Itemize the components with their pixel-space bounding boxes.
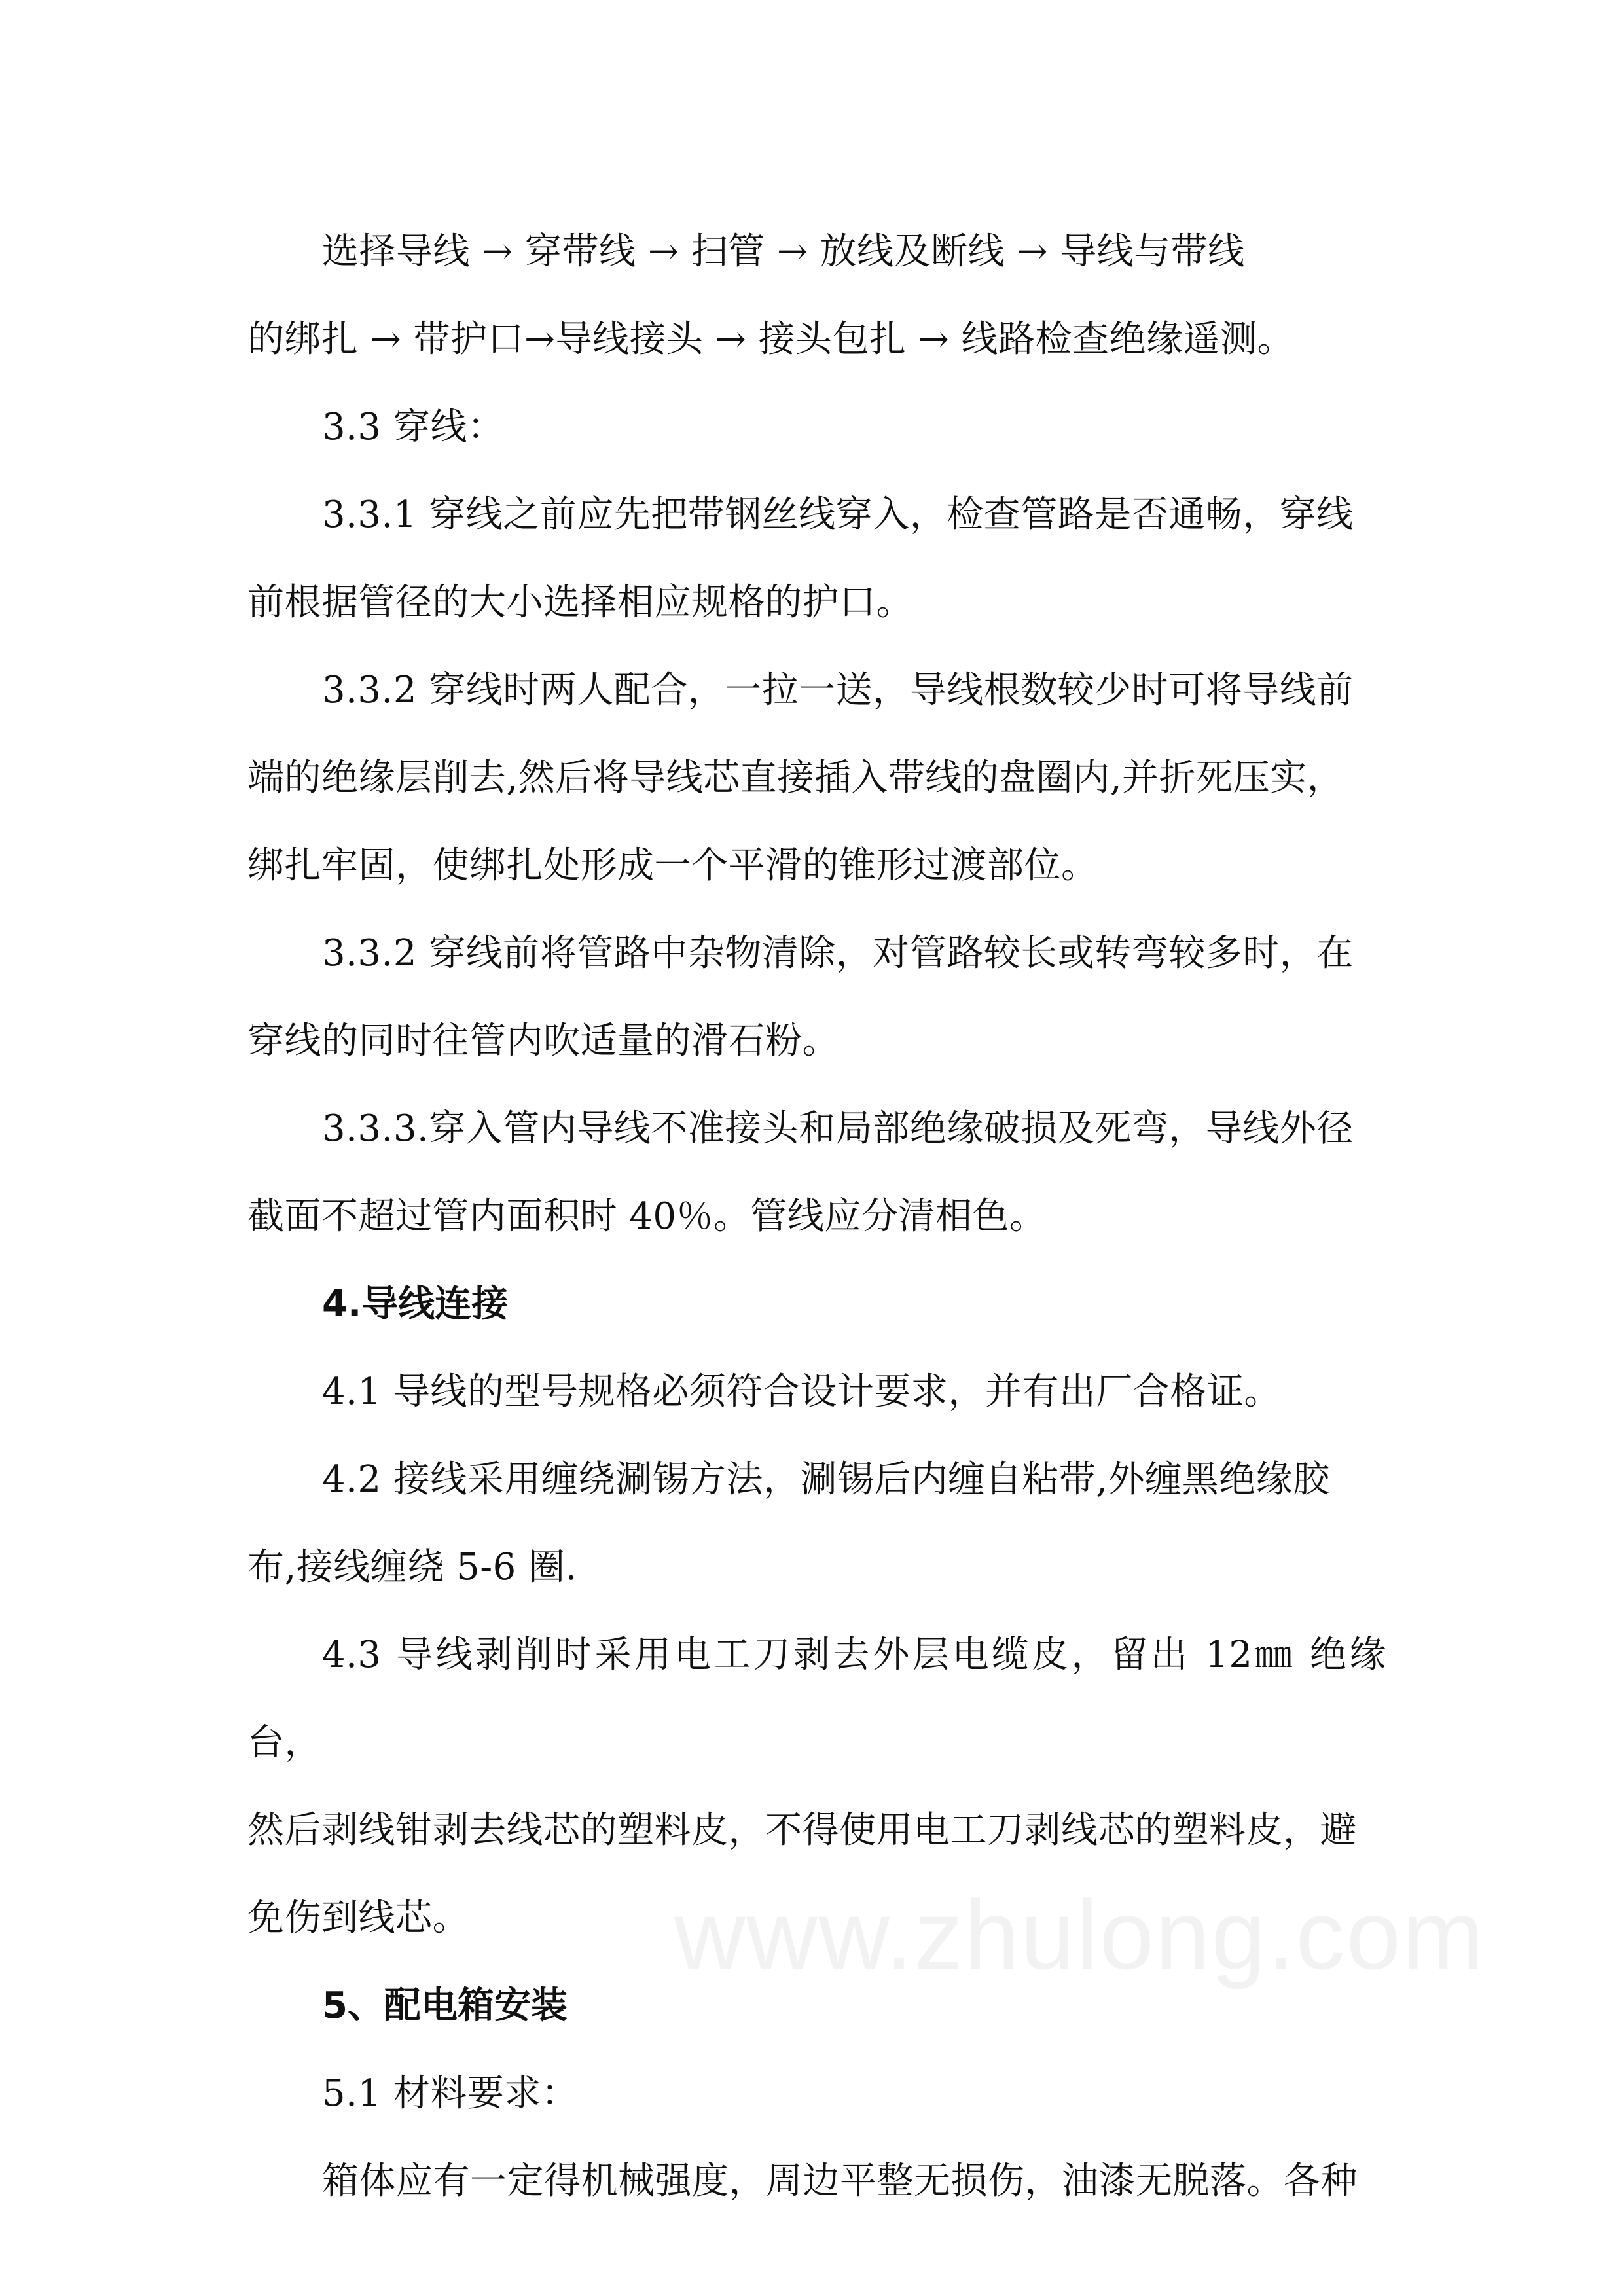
text-line: 4.3 导线剥削时采用电工刀剥去外层电缆皮，留出 12㎜ 绝缘台，	[247, 1634, 1386, 1764]
paragraph-3-3-2-b	[247, 910, 1386, 1085]
text-line: 3.3.2 穿线时两人配合，一拉一送，导线根数较少时可将导线前	[322, 669, 1354, 711]
text-line: 3.3.3.穿入管内导线不准接头和局部绝缘破损及死弯，导线外径	[322, 1107, 1354, 1150]
heading-text: 4.导线连接	[322, 1283, 509, 1325]
section-4-heading	[247, 1261, 1386, 1348]
section-5-heading	[247, 1962, 1386, 2050]
paragraph-3-3-1	[247, 471, 1386, 647]
paragraph-3-3-2-a	[247, 647, 1386, 910]
text-line: 截面不超过管内面积时 40％。管线应分清相色。	[247, 1195, 1047, 1238]
paragraph-4-1	[247, 1348, 1386, 1436]
text-line: 4.1 导线的型号规格必须符合设计要求，并有出厂合格证。	[322, 1371, 1281, 1413]
paragraph-5-1	[247, 2050, 1386, 2138]
paragraph-3-3-3	[247, 1085, 1386, 1261]
watermark: www.zhulong.com	[674, 1880, 1485, 1990]
text-line: 然后剥线钳剥去线芯的塑料皮，不得使用电工刀剥线芯的塑料皮，避	[247, 1809, 1357, 1852]
paragraph-4-3	[247, 1611, 1386, 1962]
text-line: 的绑扎 → 带护口→导线接头 → 接头包扎 → 线路检查绝缘遥测。	[247, 318, 1294, 361]
text-line: 4.2 接线采用缠绕涮锡方法，涮锡后内缠自粘带,外缠黑绝缘胶	[322, 1458, 1330, 1501]
section-3-3-title	[247, 384, 1386, 471]
paragraph-4-2	[247, 1436, 1386, 1611]
text-line: 3.3.2 穿线前将管路中杂物清除，对管路较长或转弯较多时，在	[322, 932, 1354, 975]
text-line: 箱体应有一定得机械强度，周边平整无损伤，油漆无脱落。各种	[322, 2160, 1358, 2202]
heading-text: 5、配电箱安装	[322, 1984, 568, 2027]
paragraph-wiring-process	[247, 208, 1386, 384]
text-line: 3.3.1 穿线之前应先把带钢丝线穿入，检查管路是否通畅，穿线	[322, 493, 1354, 536]
document-body	[247, 208, 1386, 2225]
text-line: 前根据管径的大小选择相应规格的护口。	[247, 581, 913, 624]
text-line: 穿线的同时往管内吹适量的滑石粉。	[247, 1020, 839, 1062]
text-line: 5.1 材料要求：	[322, 2072, 579, 2115]
text-line: 选择导线 → 穿带线 → 扫管 → 放线及断线 → 导线与带线	[322, 230, 1245, 273]
text-line: 免伤到线芯。	[247, 1897, 469, 1939]
text-line: 布,接线缠绕 5-6 圈.	[247, 1546, 577, 1588]
text-line: 绑扎牢固，使绑扎处形成一个平滑的锥形过渡部位。	[247, 844, 1098, 887]
text-line: 3.3 穿线：	[322, 406, 505, 448]
text-line: 端的绝缘层削去,然后将导线芯直接插入带线的盘圈内,并折死压实，	[247, 757, 1344, 799]
paragraph-box-requirements	[247, 2138, 1386, 2225]
